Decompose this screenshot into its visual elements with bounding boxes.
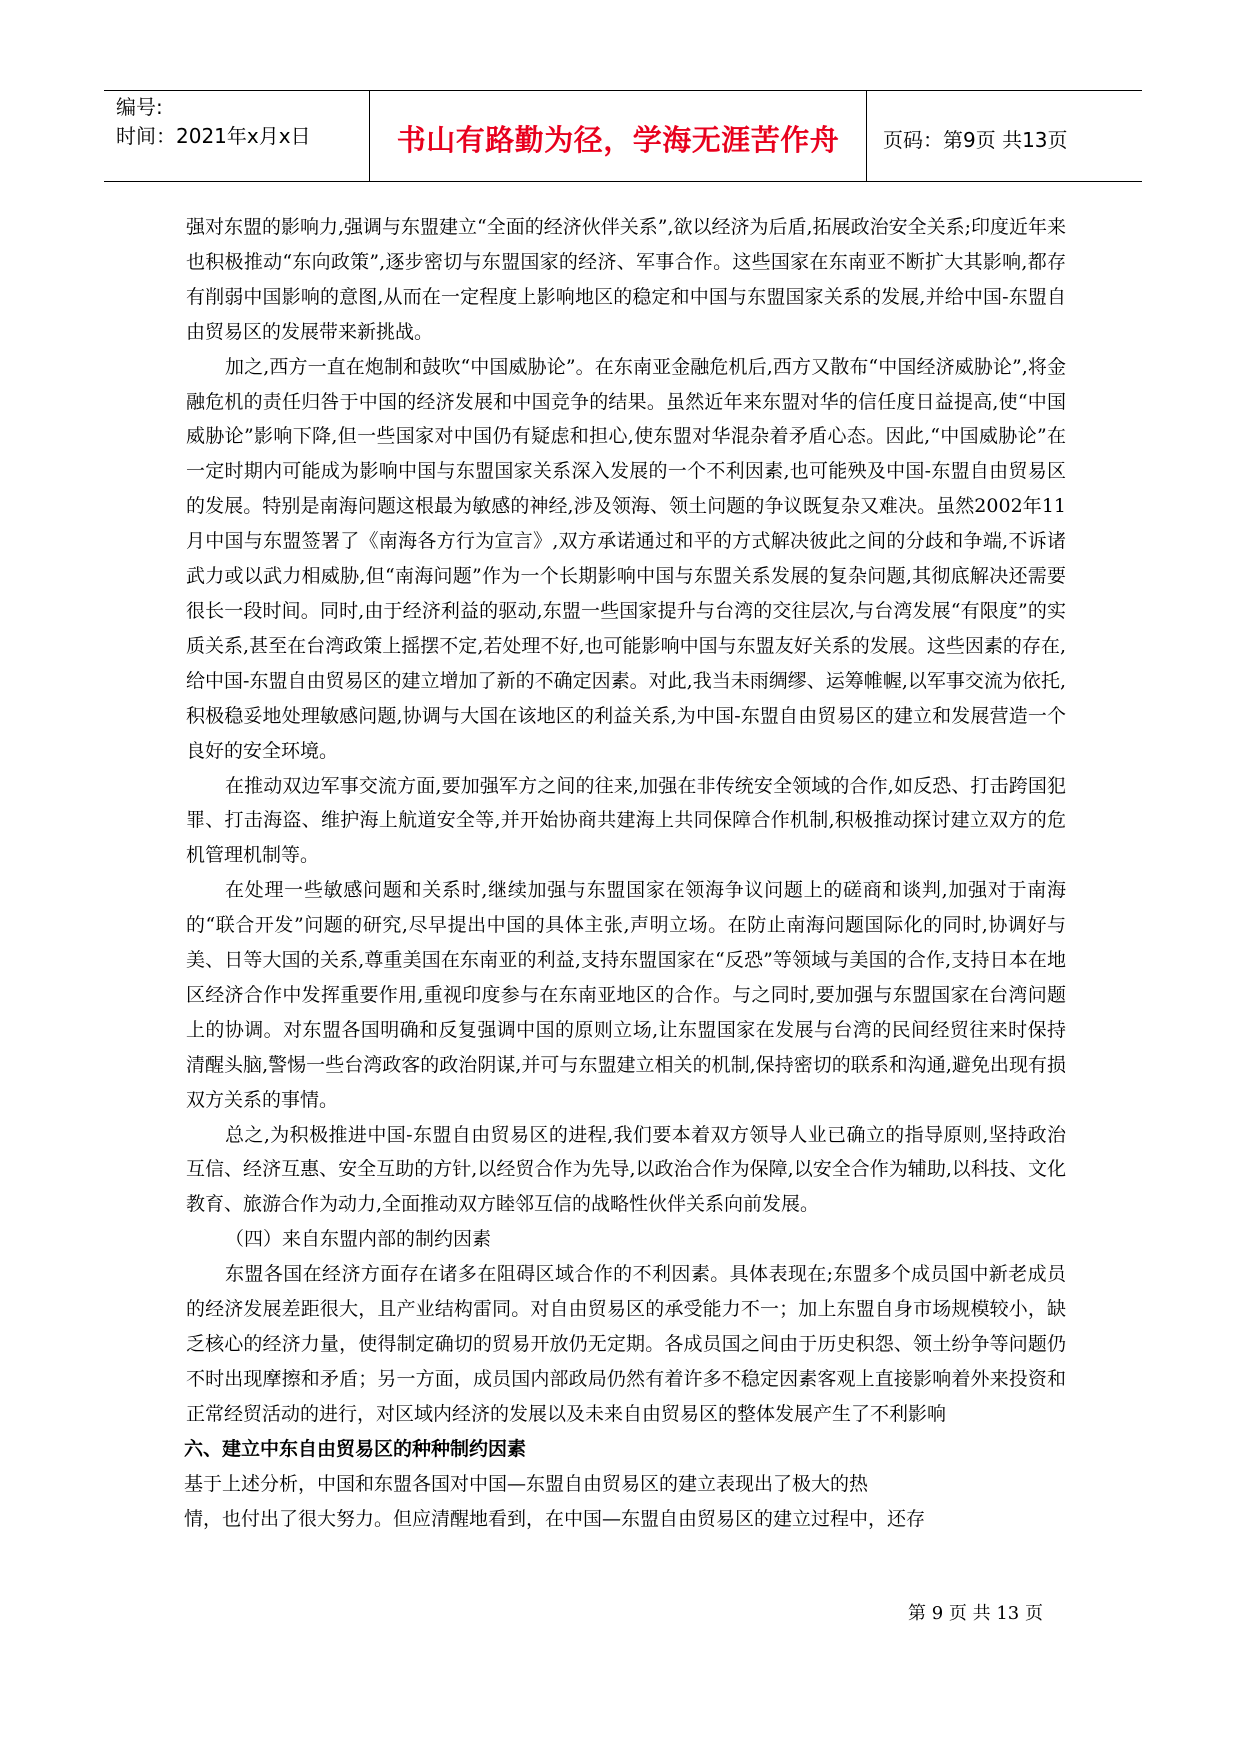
header-meta: [104, 91, 370, 181]
page-footer-number: 第 9 页 共 13 页: [908, 1603, 1043, 1624]
closing-line: 情，也付出了很大努力。但应清醒地看到，在中国—东盟自由贸易区的建立过程中，还存: [184, 1507, 926, 1530]
serial-label: 编号:: [116, 95, 163, 119]
page-header: [104, 90, 1142, 182]
closing-line: 基于上述分析，中国和东盟各国对中国—东盟自由贸易区的建立表现出了极大的热: [184, 1472, 869, 1495]
paragraph: 强对东盟的影响力,强调与东盟建立“全面的经济伙伴关系”,欲以经济为后盾,拓展政治安全关系;印度近年来也积极推动“东向政策”,逐步密切与东盟国家的经济、军事合作。这些国家在东南亚不断扩大其影响,都存有削弱中国影响的意图,从而在一定程度上影响地区的稳定和中国与东盟国家关系的发展,并给中国-东盟自由贸易区的发展带来新挑战。: [186, 216, 1066, 343]
paragraph: 加之,西方一直在炮制和鼓吹“中国威胁论”。在东南亚金融危机后,西方又散布“中国经济威胁论”,将金融危机的责任归咎于中国的经济发展和中国竞争的结果。虽然近年来东盟对华的信任度日益提高,使“中国威胁论”影响下降,但一些国家对中国仍有疑虑和担心,使东盟对华混杂着矛盾心态。因此,“中国威胁论”在一定时期内可能成为影响中国与东盟国家关系深入发展的一个不利因素,也可能殃及中国-东盟自由贸易区的发展。特别是南海问题这根最为敏感的神经,涉及领海、领土问题的争议既复杂又难决。虽然2002年11月中国与东盟签署了《南海各方行为宣言》,双方承诺通过和平的方式解决彼此之间的分歧和争端,不诉诸武力或以武力相威胁,但“南海问题”作为一个长期影响中国与东盟关系发展的复杂问题,其彻底解决还需要很长一段时间。同时,由于经济利益的驱动,东盟一些国家提升与台湾的交往层次,与台湾发展“有限度”的实质关系,甚至在台湾政策上摇摆不定,若处理不好,也可能影响中国与东盟友好关系的发展。这些因素的存在,给中国-东盟自由贸易区的建立增加了新的不确定因素。对此,我当未雨绸缪、运筹帷幄,以军事交流为依托,积极稳妥地处理敏感问题,协调与大国在该地区的利益关系,为中国-东盟自由贸易区的建立和发展营造一个良好的安全环境。: [186, 355, 1066, 762]
time-label: 时间：2021年x月x日: [116, 124, 311, 148]
section-heading: 六、建立中东自由贸易区的种种制约因素: [184, 1437, 527, 1460]
header-page-info: 页码：第9页 共13页: [883, 127, 1068, 152]
paragraph: 在推动双边军事交流方面,要加强军方之间的往来,加强在非传统安全领域的合作,如反恐、打击跨国犯罪、打击海盗、维护海上航道安全等,并开始协商共建海上共同保障合作机制,积极推动探讨建立双方的危机管理机制等。: [186, 774, 1066, 867]
document-body: [186, 210, 1066, 1536]
subheading: （四）来自东盟内部的制约因素: [225, 1228, 492, 1251]
header-motto: 书山有路勤为径，学海无涯苦作舟: [370, 91, 867, 181]
paragraph: 总之,为积极推进中国-东盟自由贸易区的进程,我们要本着双方领导人业已确立的指导原则,坚持政治互信、经济互惠、安全互助的方针,以经贸合作为先导,以政治合作为保障,以安全合作为辅助,以科技、文化教育、旅游合作为动力,全面推动双方睦邻互信的战略性伙伴关系向前发展。: [186, 1123, 1066, 1216]
paragraph: 东盟各国在经济方面存在诸多在阻碍区域合作的不利因素。具体表现在;东盟多个成员国中新老成员的经济发展差距很大，且产业结构雷同。对自由贸易区的承受能力不一；加上东盟自身市场规模较小，缺乏核心的经济力量，使得制定确切的贸易开放仍无定期。各成员国之间由于历史积怨、领土纷争等问题仍不时出现摩擦和矛盾；另一方面，成员国内部政局仍然有着许多不稳定因素客观上直接影响着外来投资和正常经贸活动的进行，对区域内经济的发展以及未来自由贸易区的整体发展产生了不利影响: [186, 1263, 1066, 1425]
paragraph: 在处理一些敏感问题和关系时,继续加强与东盟国家在领海争议问题上的磋商和谈判,加强对于南海的“联合开发”问题的研究,尽早提出中国的具体主张,声明立场。在防止南海问题国际化的同时,协调好与美、日等大国的关系,尊重美国在东南亚的利益,支持东盟国家在“反恐”等领域与美国的合作,支持日本在地区经济合作中发挥重要作用,重视印度参与在东南亚地区的合作。与之同时,要加强与东盟国家在台湾问题上的协调。对东盟各国明确和反复强调中国的原则立场,让东盟国家在发展与台湾的民间经贸往来时保持清醒头脑,警惕一些台湾政客的政治阴谋,并可与东盟建立相关的机制,保持密切的联系和沟通,避免出现有损双方关系的事情。: [186, 879, 1066, 1111]
